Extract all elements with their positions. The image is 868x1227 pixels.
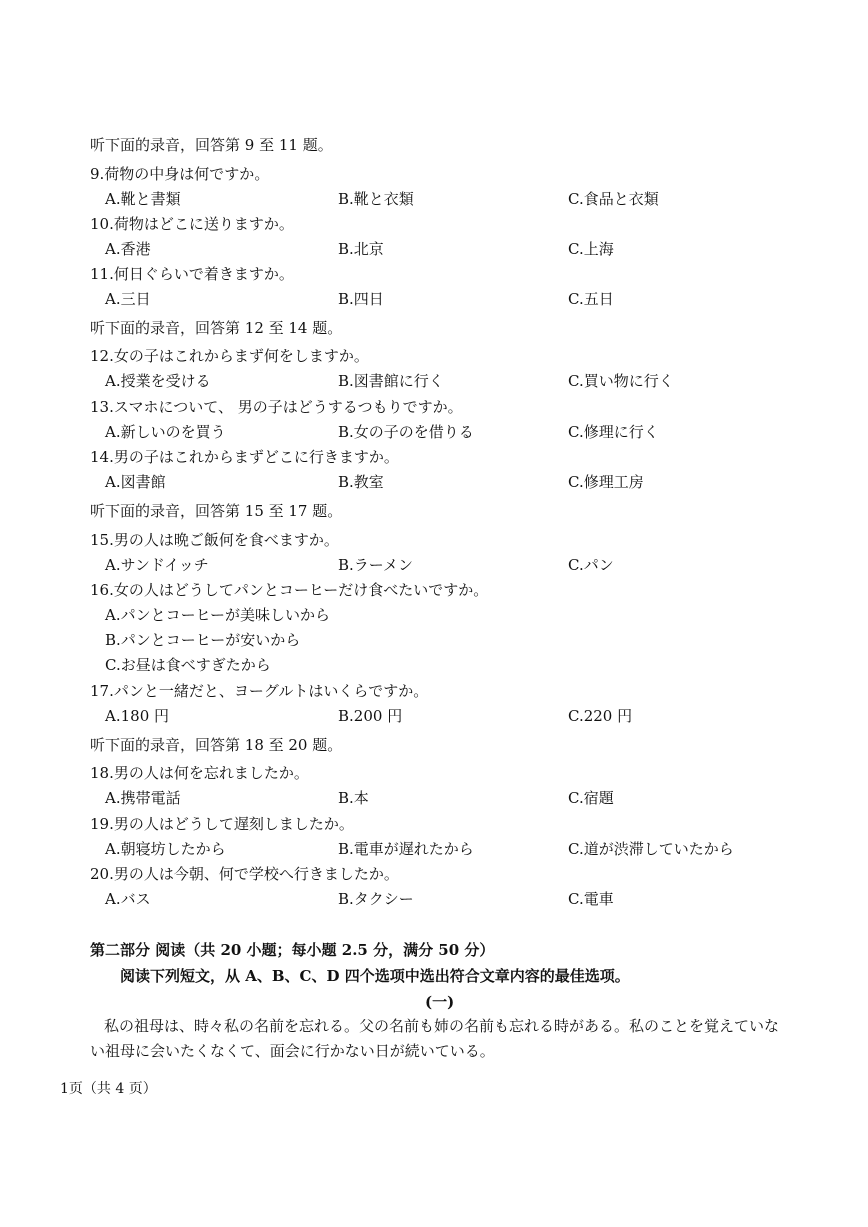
question-stem: 10.荷物はどこに送りますか。	[90, 215, 294, 233]
option-a: A.図書館	[105, 473, 166, 491]
option-c: C.修理工房	[568, 473, 644, 491]
option-c: C.お昼は食べすぎたから	[105, 656, 271, 674]
option-a: A.授業を受ける	[105, 372, 211, 390]
option-row	[0, 788, 868, 808]
option-a: A.香港	[105, 240, 151, 258]
option-row	[0, 889, 868, 909]
option-row	[0, 239, 868, 259]
option-a: A.バス	[105, 890, 151, 908]
option-b: B.四日	[338, 290, 384, 308]
listening-instruction: 听下面的录音，回答第 9 至 11 题。	[90, 136, 333, 154]
option-c: C.宿題	[568, 789, 614, 807]
question-stem: 16.女の人はどうしてパンとコーヒーだけ食べたいですか。	[90, 581, 489, 599]
option-a: A.靴と書類	[105, 190, 181, 208]
question-stem: 9.荷物の中身は何ですか。	[90, 165, 270, 183]
option-row	[0, 555, 868, 575]
option-row	[0, 422, 868, 442]
option-c: C.修理に行く	[568, 423, 659, 441]
passage-paragraph: 私の祖母は、時々私の名前を忘れる。父の名前も姉の名前も忘れる時がある。私のことを覚えていない祖母に会いたくなくて、面会に行かない日が続いている。	[90, 1017, 780, 1060]
option-a: A.パンとコーヒーが美味しいから	[105, 606, 331, 624]
question-stem: 13.スマホについて、 男の子はどうするつもりですか。	[90, 398, 463, 416]
option-c: C.220 円	[568, 707, 633, 725]
section-heading: 第二部分 阅读（共 20 小题；每小题 2.5 分，满分 50 分）	[90, 941, 495, 959]
listening-instruction: 听下面的录音，回答第 12 至 14 题。	[90, 319, 343, 337]
option-row	[0, 472, 868, 492]
option-b: B.200 円	[338, 707, 403, 725]
option-b: B.女の子のを借りる	[338, 423, 474, 441]
option-row	[0, 289, 868, 309]
option-a: A.携帯電話	[105, 789, 181, 807]
passage-number: (一)	[425, 993, 455, 1011]
listening-instruction: 听下面的录音，回答第 15 至 17 题。	[90, 502, 343, 520]
question-stem: 19.男の人はどうして遅刻しましたか。	[90, 815, 354, 833]
option-b: B.パンとコーヒーが安いから	[105, 631, 301, 649]
option-c: C.上海	[568, 240, 614, 258]
option-b: B.図書館に行く	[338, 372, 444, 390]
option-c: C.道が渋滞していたから	[568, 840, 734, 858]
listening-instruction: 听下面的录音，回答第 18 至 20 题。	[90, 736, 343, 754]
option-a: A.180 円	[105, 707, 169, 725]
question-stem: 11.何日ぐらいで着きますか。	[90, 265, 294, 283]
question-stem: 15.男の人は晩ご飯何を食べますか。	[90, 531, 339, 549]
option-c: C.五日	[568, 290, 614, 308]
option-a: A.朝寝坊したから	[105, 840, 226, 858]
option-b: B.ラーメン	[338, 556, 414, 574]
option-a: A.サンドイッチ	[105, 556, 209, 574]
option-a: A.三日	[105, 290, 151, 308]
option-c: C.買い物に行く	[568, 372, 674, 390]
option-row	[0, 189, 868, 209]
question-stem: 12.女の子はこれからまず何をしますか。	[90, 347, 369, 365]
page-footer: 1页（共 4 页）	[60, 1081, 157, 1097]
reading-instruction: 阅读下列短文，从 A、B、C、D 四个选项中选出符合文章内容的最佳选项。	[120, 967, 630, 985]
option-b: B.北京	[338, 240, 384, 258]
option-b: B.タクシー	[338, 890, 414, 908]
option-row	[0, 371, 868, 391]
option-b: B.本	[338, 789, 369, 807]
option-b: B.教室	[338, 473, 384, 491]
question-stem: 18.男の人は何を忘れましたか。	[90, 764, 309, 782]
option-c: C.食品と衣類	[568, 190, 659, 208]
option-b: B.靴と衣類	[338, 190, 414, 208]
option-row	[0, 706, 868, 726]
question-stem: 14.男の子はこれからまずどこに行きますか。	[90, 448, 399, 466]
option-c: C.パン	[568, 556, 614, 574]
option-row	[0, 839, 868, 859]
option-c: C.電車	[568, 890, 614, 908]
option-a: A.新しいのを買う	[105, 423, 226, 441]
question-stem: 20.男の人は今朝、何で学校へ行きましたか。	[90, 865, 399, 883]
question-stem: 17.パンと一緒だと、ヨーグルトはいくらですか。	[90, 682, 429, 700]
option-b: B.電車が遅れたから	[338, 840, 474, 858]
